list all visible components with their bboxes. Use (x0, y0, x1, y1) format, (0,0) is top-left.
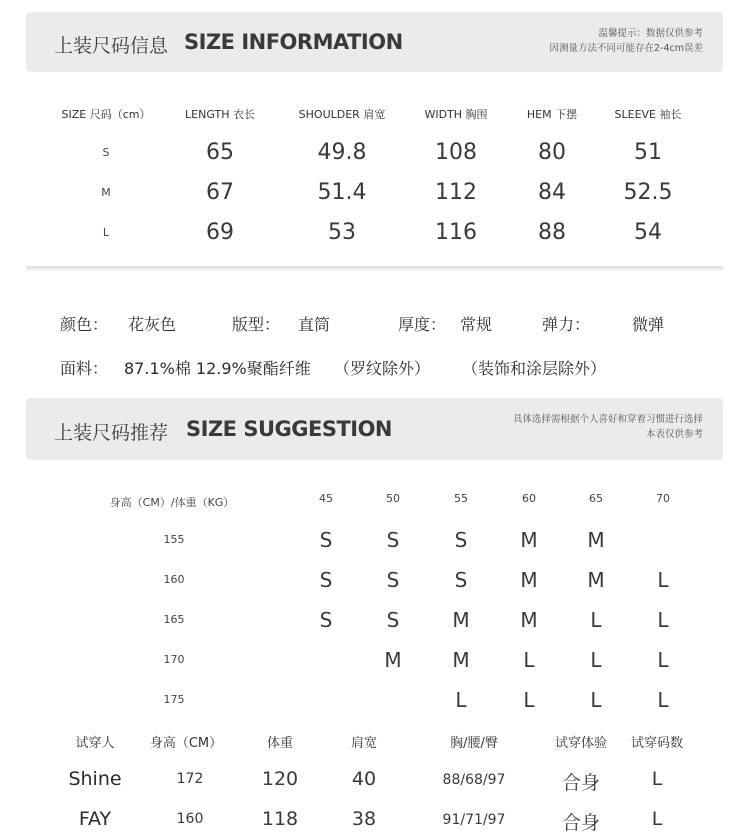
fit-label: 版型： (232, 315, 281, 334)
size-label: L (102, 226, 110, 239)
size-info-header: SIZE 尺码（cm） (61, 108, 151, 121)
size-suggestion-banner (26, 398, 723, 460)
size-value: 51 (634, 140, 662, 165)
size-info-header: HEM 下摆 (526, 108, 578, 121)
model-fit: 合身 (561, 812, 601, 834)
model-bwh: 91/71/97 (442, 812, 506, 828)
height-label: 155 (163, 533, 185, 546)
suggested-size: M (587, 568, 605, 592)
model-name: Shine (68, 768, 122, 790)
size-info-header: SLEEVE 袖长 (614, 108, 682, 121)
size-info-title-en: SIZE INFORMATION (184, 30, 403, 54)
size-label: M (101, 186, 111, 199)
size-info-note (550, 26, 704, 56)
suggested-size: L (590, 608, 602, 632)
thickness-label: 厚度： (398, 315, 447, 334)
suggested-size: M (452, 648, 470, 672)
weight-header: 60 (522, 492, 536, 505)
model-weight: 118 (261, 808, 299, 830)
height-label: 160 (163, 573, 185, 586)
suggested-size: L (523, 688, 535, 712)
model-name: FAY (78, 808, 112, 830)
suggested-size: S (386, 528, 400, 552)
size-info-header: LENGTH 衣长 (185, 108, 255, 121)
size-value: 52.5 (623, 180, 673, 205)
size-suggestion-note-line1: 具体选择需根据个人喜好和穿着习惯进行选择 (512, 414, 703, 425)
suggested-size: L (455, 688, 467, 712)
model-fit: 合身 (561, 772, 601, 794)
size-value: 108 (435, 140, 477, 165)
model-header: 试穿人 (75, 736, 115, 751)
size-suggestion-note-line2: 本表仅供参考 (645, 429, 703, 440)
size-value: 53 (328, 220, 356, 245)
size-value: 84 (538, 180, 566, 205)
height-label: 175 (163, 693, 185, 706)
size-value: 49.8 (317, 140, 367, 165)
model-shoulder: 40 (351, 768, 377, 790)
suggested-size: L (657, 648, 669, 672)
size-value: 88 (538, 220, 566, 245)
thickness-value: 常规 (460, 315, 493, 334)
size-suggestion-title-en: SIZE SUGGESTION (186, 417, 393, 441)
suggested-size: S (454, 528, 468, 552)
color-label: 颜色： (60, 315, 109, 334)
model-shoulder: 38 (351, 808, 377, 830)
suggested-size: L (590, 688, 602, 712)
size-info-header: WIDTH 胸围 (424, 108, 488, 121)
model-height: 160 (176, 811, 204, 827)
model-size: L (651, 768, 663, 790)
weight-header: 65 (589, 492, 603, 505)
size-info-note-line1: 温馨提示：数据仅供参考 (598, 28, 703, 39)
model-size: L (651, 808, 663, 830)
size-value: 51.4 (317, 180, 367, 205)
suggested-size: M (587, 528, 605, 552)
size-value: 69 (206, 220, 234, 245)
weight-header: 50 (386, 492, 400, 505)
section-divider (26, 266, 723, 272)
weight-header: 45 (319, 492, 333, 505)
model-weight: 120 (261, 768, 299, 790)
size-value: 112 (435, 180, 477, 205)
suggestion-corner-label: 身高（CM）/体重（KG） (109, 496, 235, 509)
model-header: 体重 (266, 736, 294, 751)
suggested-size: M (520, 568, 538, 592)
suggested-size: S (454, 568, 468, 592)
size-value: 67 (206, 180, 234, 205)
weight-header: 70 (656, 492, 670, 505)
size-value: 116 (435, 220, 477, 245)
suggested-size: S (319, 528, 333, 552)
model-header: 试穿码数 (630, 736, 684, 751)
suggested-size: S (386, 608, 400, 632)
suggested-size: S (319, 608, 333, 632)
suggested-size: L (657, 568, 669, 592)
elasticity-label: 弹力： (542, 315, 591, 334)
suggested-size: M (520, 608, 538, 632)
size-info-title-zh: 上装尺码信息 (54, 35, 169, 57)
suggested-size: S (319, 568, 333, 592)
size-value: 80 (538, 140, 566, 165)
suggested-size: L (523, 648, 535, 672)
size-label: S (102, 146, 110, 159)
fabric-value: 87.1%棉 12.9%聚酯纤维 (124, 359, 311, 378)
model-header: 胸/腰/臀 (450, 736, 498, 751)
suggested-size: M (452, 608, 470, 632)
fabric-note-decor: （装饰和涂层除外） (462, 359, 607, 378)
suggested-size: L (590, 648, 602, 672)
model-height: 172 (176, 771, 204, 787)
suggested-size: L (657, 688, 669, 712)
size-info-note-line2: 因测量方法不同可能存在2-4cm误差 (549, 43, 703, 54)
size-value: 65 (206, 140, 234, 165)
model-bwh: 88/68/97 (442, 772, 506, 788)
suggested-size: L (657, 608, 669, 632)
suggested-size: S (386, 568, 400, 592)
size-suggestion-note (513, 412, 703, 442)
suggested-size: M (520, 528, 538, 552)
weight-header: 55 (454, 492, 468, 505)
suggested-size: M (384, 648, 402, 672)
size-suggestion-title-zh: 上装尺码推荐 (54, 422, 169, 444)
size-info-banner (26, 12, 723, 72)
size-value: 54 (634, 220, 662, 245)
model-header: 肩宽 (350, 736, 378, 751)
height-label: 165 (163, 613, 185, 626)
color-value: 花灰色 (128, 315, 177, 334)
elasticity-value: 微弹 (632, 315, 665, 334)
height-label: 170 (163, 653, 185, 666)
fabric-note-rib: （罗纹除外） (334, 359, 431, 378)
model-header: 试穿体验 (554, 736, 608, 751)
fabric-label: 面料： (60, 359, 109, 378)
model-header: 身高（CM） (149, 736, 223, 751)
fit-value: 直筒 (298, 315, 331, 334)
size-info-header: SHOULDER 肩宽 (298, 108, 386, 121)
